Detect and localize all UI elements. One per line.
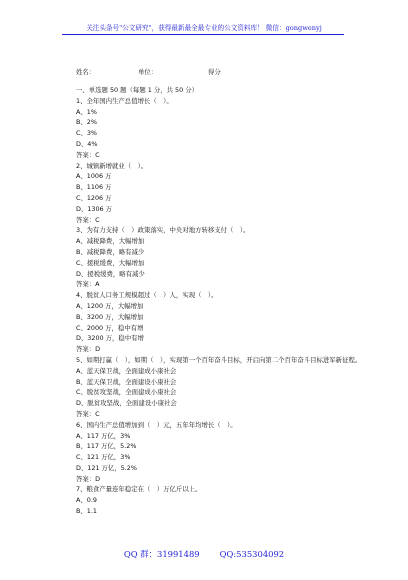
header-divider: [62, 34, 344, 35]
question-option: D、脱贫攻坚战，全面建设小康社会: [76, 399, 177, 408]
question-7: [76, 484, 366, 516]
unit-label: 单位：: [138, 68, 158, 76]
qq-number: QQ:535304092: [219, 549, 285, 559]
question-stem: 6、国内生产总值增加到（ ）元，五年年均增长（ ）。: [76, 420, 237, 429]
question-option: D、1306 万: [76, 204, 112, 213]
question-4: [76, 290, 366, 355]
question-option: D、援税缓费，略有减少: [76, 269, 145, 278]
question-stem: 4、脱贫人口务工规模超过（ ）人，实现（ ）。: [76, 291, 218, 300]
question-answer: 答案：C: [76, 215, 100, 224]
question-option: A、蓝天保卫战，全面建成小康社会: [76, 366, 177, 375]
question-6: [76, 420, 366, 485]
question-stem: 3、为有力支持（ ）政策落实，中央对地方转移支付（ ）。: [76, 226, 250, 235]
question-answer: 答案：D: [76, 345, 101, 354]
question-3: [76, 225, 366, 290]
header-banner: 关注头条号"公文研究"，获得最新最全最专业的公文资料库！ 微信：gongwenyj: [86, 24, 322, 32]
question-option: C、脱贫攻坚战，全面建成小康社会: [76, 388, 177, 397]
name-label: 姓名：: [76, 68, 96, 76]
question-option: C、121 万亿，3%: [76, 453, 131, 462]
question-option: B、117 万亿，5.2%: [76, 442, 137, 451]
question-answer: 答案：A: [76, 280, 100, 289]
question-option: C、3%: [76, 129, 97, 138]
question-answer: 答案：C: [76, 409, 100, 418]
question-option: A、1%: [76, 107, 97, 116]
section-title: 一、单选题 50 题（每题 1 分，共 50 分）: [76, 86, 198, 94]
question-option: A、117 万亿，3%: [76, 431, 131, 440]
footer-contact: [0, 548, 408, 560]
question-option: B、1106 万: [76, 183, 112, 192]
question-option: B、1.1: [76, 507, 97, 516]
form-fields: [76, 67, 221, 76]
question-answer: 答案：D: [76, 474, 101, 483]
question-stem: 7、粮食产量连年稳定在（ ）万亿斤以上。: [76, 485, 202, 494]
question-list: [76, 85, 366, 517]
question-option: D、4%: [76, 139, 98, 148]
question-option: A、1200 万，大幅增加: [76, 301, 144, 310]
question-2: [76, 161, 366, 226]
question-answer: 答案：C: [76, 150, 100, 159]
qq-group: QQ 群：31991489: [123, 549, 200, 559]
question-option: C、2000 万，稳中有增: [76, 323, 144, 332]
question-option: B、减税降费，略有减少: [76, 247, 145, 256]
question-option: A、减税降费，大幅增加: [76, 237, 145, 246]
question-option: C、援税缓费，大幅增加: [76, 258, 145, 267]
question-option: C、1206 万: [76, 193, 112, 202]
question-option: A、0.9: [76, 496, 97, 505]
score-label: 得分: [208, 68, 221, 76]
question-stem: 1、全年国内生产总值增长（ ）。: [76, 96, 173, 105]
question-stem: 5、如期打赢（ ），如期（ ），实现第一个百年奋斗目标，开启向第二个百年奋斗目标进军新征程。: [76, 355, 362, 364]
question-option: D、121 万亿，5.2%: [76, 463, 137, 472]
question-option: D、3200 万，稳中有增: [76, 334, 144, 343]
question-option: B、2%: [76, 118, 97, 127]
question-1: [76, 96, 366, 161]
question-option: B、3200 万，大幅增加: [76, 312, 144, 321]
question-stem: 2、城镇新增就业（ ）。: [76, 161, 148, 170]
question-option: A、1006 万: [76, 172, 112, 181]
question-5: [76, 355, 366, 420]
question-option: B、蓝天保卫战，全面建设小康社会: [76, 377, 177, 386]
